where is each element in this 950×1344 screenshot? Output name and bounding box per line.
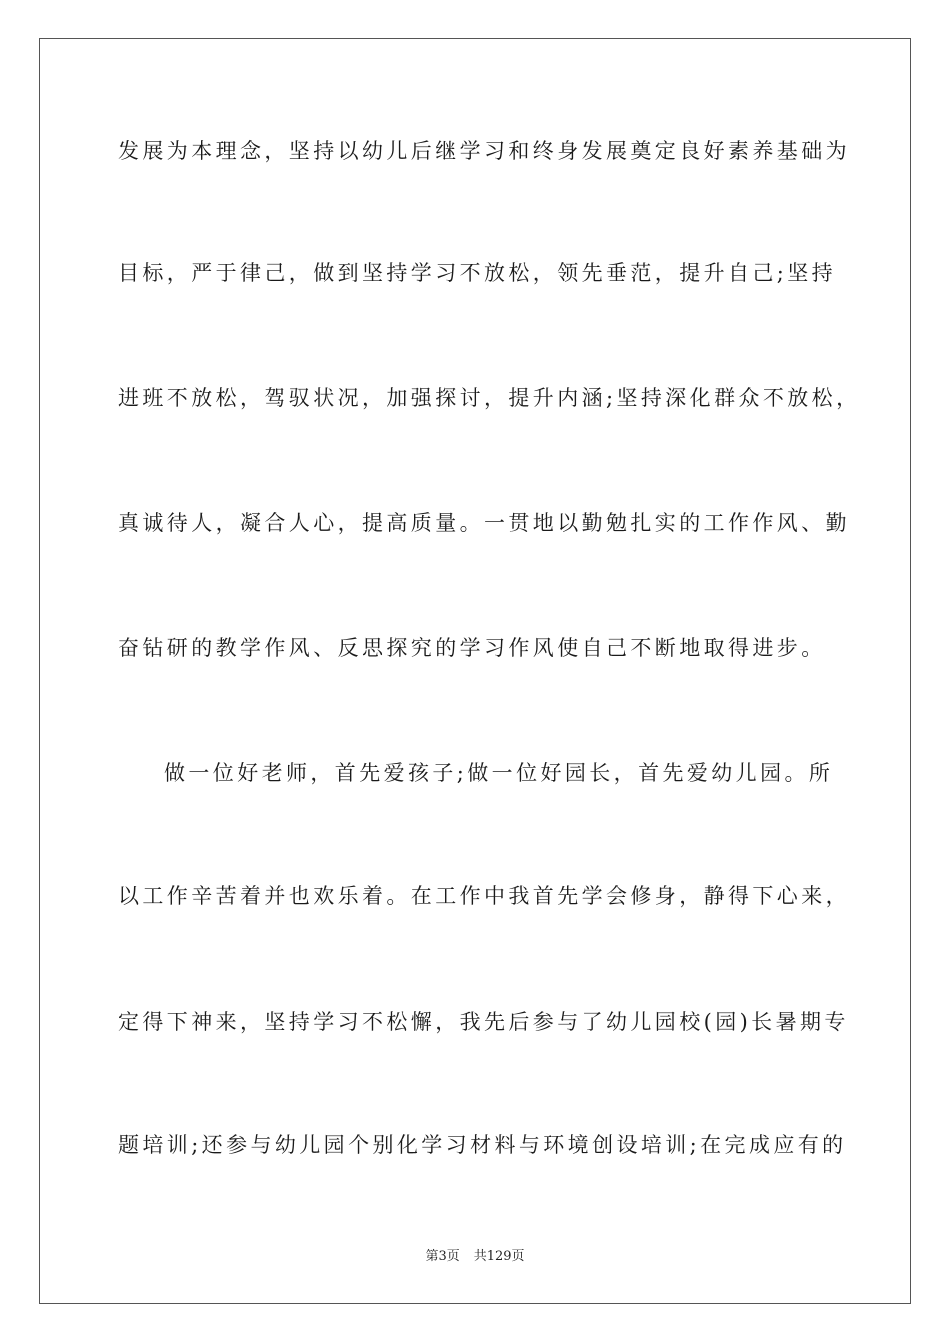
paragraph-line: 真诚待人，凝合人心，提高质量。一贯地以勤勉扎实的工作作风、勤 (118, 511, 850, 535)
paragraph-line: 定得下神来，坚持学习不松懈，我先后参与了幼儿园校(园)长暑期专 (118, 1010, 849, 1034)
paragraph-line: 发展为本理念，坚持以幼儿后继学习和终身发展奠定良好素养基础为 (118, 139, 850, 163)
paragraph-line: 奋钻研的教学作风、反思探究的学习作风使自己不断地取得进步。 (118, 636, 826, 660)
page-frame (39, 38, 911, 1304)
paragraph-line: 进班不放松，驾驭状况，加强探讨，提升内涵;坚持深化群众不放松， (118, 386, 861, 410)
page-number: 第3页 (425, 1249, 460, 1264)
paragraph-line: 目标，严于律己，做到坚持学习不放松，领先垂范，提升自己;坚持 (118, 261, 837, 285)
paragraph-line: 做一位好老师，首先爱孩子;做一位好园长，首先爱幼儿园。所 (164, 761, 834, 785)
paragraph-line: 题培训;还参与幼儿园个别化学习材料与环境创设培训;在完成应有的 (118, 1133, 847, 1157)
page-total: 共129页 (473, 1249, 525, 1264)
page-footer (0, 1248, 950, 1266)
paragraph-line: 以工作辛苦着并也欢乐着。在工作中我首先学会修身，静得下心来， (118, 884, 850, 908)
